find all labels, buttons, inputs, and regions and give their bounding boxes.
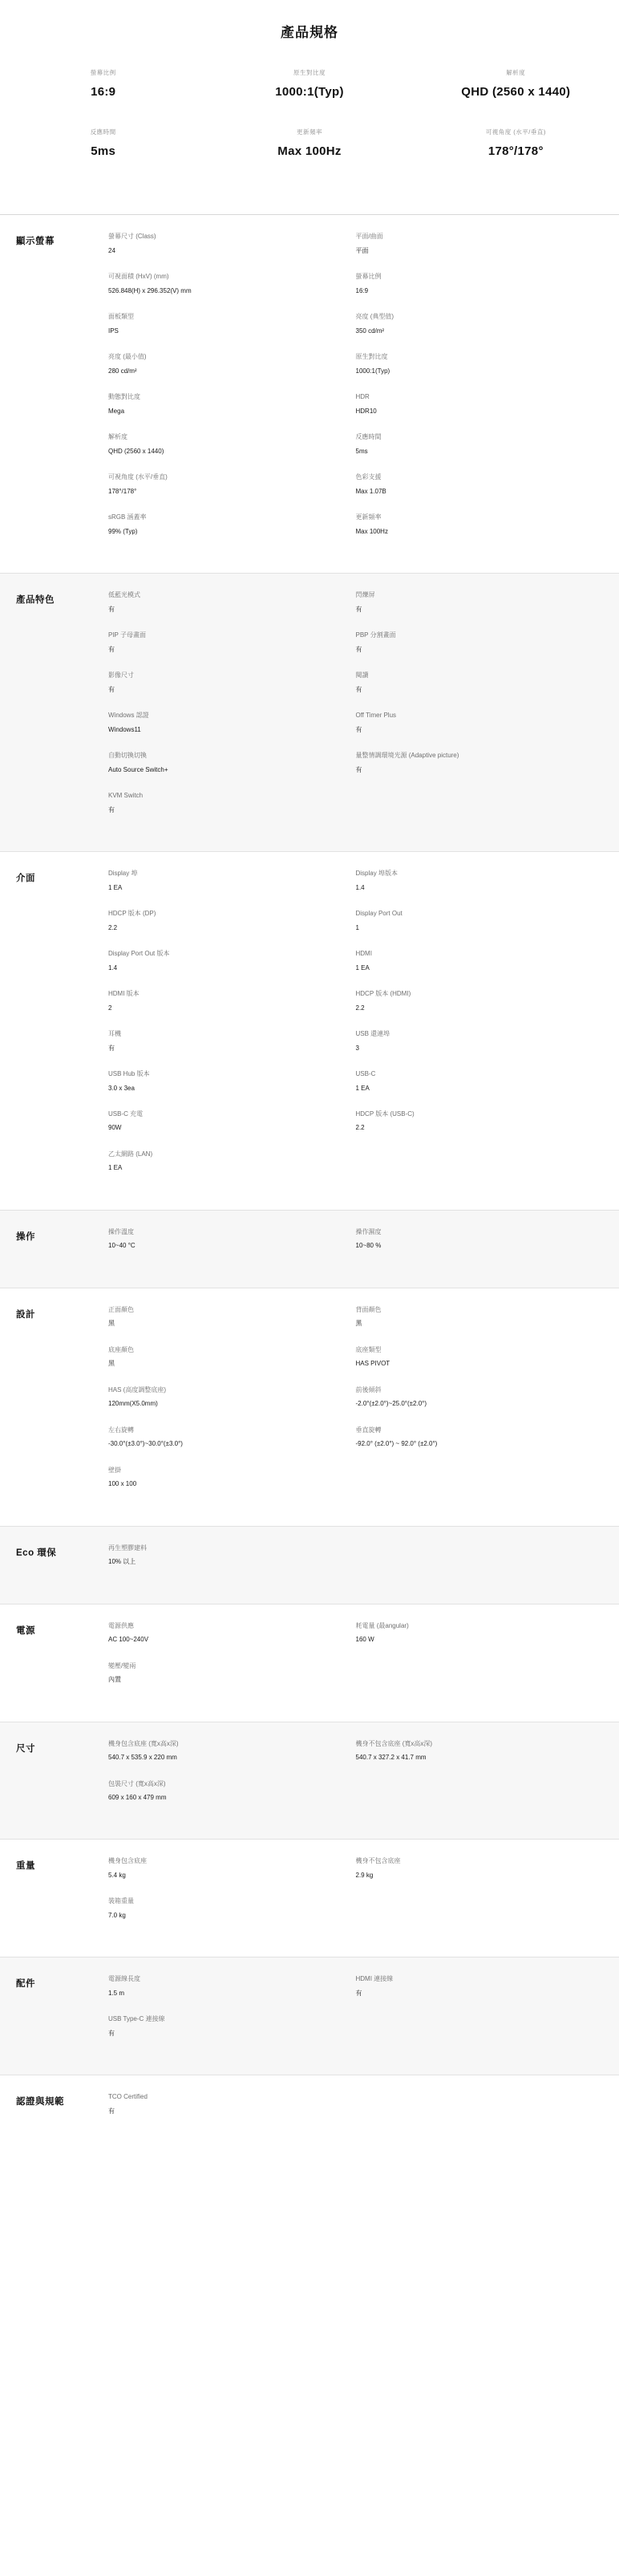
spec-item-value: 3.0 x 3ea [108,1084,135,1092]
spec-item [108,631,356,671]
spec-item-label: HDMI 連接線 [355,1975,394,1983]
spec-item-value: HDR10 [355,407,377,415]
spec-section [0,1604,619,1722]
spec-item-label: Off Timer Plus [355,711,397,719]
spec-item-value: Mega [108,407,125,415]
spec-section [0,1288,619,1526]
spec-item-label: 機身包含底座 [108,1857,147,1865]
hero-highlight-value: 16:9 [91,85,116,99]
page-title: 產品規格 [281,25,338,40]
spec-section [0,214,619,573]
spec-item [356,1030,604,1070]
spec-item [356,393,604,433]
spec-item-value: 2.2 [355,1004,365,1012]
spec-item-value: 178°/178° [108,487,137,495]
hero-highlight [206,68,412,99]
spec-item [108,393,356,433]
spec-section [0,1839,619,1957]
spec-item-label: 底座類型 [355,1345,382,1353]
spec-item-label: sRGB 涵蓋率 [108,513,147,521]
spec-item-label: 耗電量 (最angular) [355,1621,409,1629]
spec-item [108,1740,356,1780]
spec-item [108,1150,356,1191]
spec-item-value: 100 x 100 [108,1480,137,1488]
spec-item-label: 螢幕尺寸 (Class) [108,233,156,240]
spec-item [356,1975,604,2015]
spec-item [108,671,356,712]
hero-highlight [206,128,412,158]
spec-section [0,1210,619,1288]
spec-item-label: 可視面積 (HxV) (mm) [108,272,169,280]
spec-item-value: -30.0°(±3.0°)~30.0°(±3.0°) [108,1440,183,1448]
spec-item-label: 量整情調環境光源 (Adaptive picture) [355,751,459,759]
spec-item [108,513,356,554]
spec-item-label: Display Port Out 版本 [108,949,170,957]
spec-item-label: Windows 認證 [108,711,149,719]
spec-item [108,950,356,990]
spec-item-value: 有 [355,765,362,773]
spec-item [108,1857,356,1897]
hero-highlight-label: 更新頻率 [296,128,322,136]
spec-section-heading: 介面 [16,873,35,883]
spec-item-label: USB Type-C 連接線 [108,2015,165,2023]
spec-item [356,990,604,1030]
spec-item [356,1386,604,1426]
spec-item [108,433,356,473]
spec-item-value: 280 cd/m² [108,367,137,375]
spec-item-value: 有 [355,645,362,653]
spec-item-label: HDCP 版本 (USB-C) [355,1110,415,1118]
spec-item-value: 有 [355,1990,362,1998]
spec-item-value: -2.0°(±2.0°)~25.0°(±2.0°) [355,1400,427,1408]
spec-item-value: 2.2 [355,1124,365,1132]
spec-item-label: 機身不包含底座 (寬x高x深) [355,1739,433,1747]
spec-item-value: 526.848(H) x 296.352(V) mm [108,286,192,294]
spec-item-value: Max 1.07B [355,487,386,495]
spec-item-value: 黑 [108,1360,115,1368]
spec-grid [108,1622,603,1702]
spec-item-label: 耳機 [108,1029,121,1037]
spec-item-value: 350 cd/m² [355,327,385,335]
spec-item [108,313,356,353]
spec-item [356,273,604,313]
spec-item [108,1386,356,1426]
spec-item-label: USB Hub 版本 [108,1069,150,1077]
spec-item [108,2093,356,2133]
spec-item-label: 電源線長度 [108,1975,140,1983]
spec-item-value: 540.7 x 535.9 x 220 mm [108,1754,177,1762]
spec-item [108,1426,356,1466]
spec-item-value: 160 W [355,1636,374,1644]
spec-item-label: 亮度 (最小值) [108,352,147,360]
spec-item [108,1780,356,1820]
spec-item-value: -92.0° (±2.0°) ~ 92.0° (±2.0°) [355,1440,438,1448]
spec-item [108,1897,356,1937]
spec-section [0,1957,619,2075]
spec-item-label: TCO Certified [108,2093,148,2101]
spec-item-label: HDCP 版本 (DP) [108,909,156,917]
spec-item [108,1466,356,1507]
spec-section [0,1722,619,1840]
spec-item-label: 動態對比度 [108,392,140,400]
spec-item [356,353,604,393]
spec-item-label: PBP 分割畫面 [355,631,396,639]
spec-item-label: 裝箱重量 [108,1897,134,1905]
spec-item-value: 2 [108,1004,112,1012]
spec-item-label: 包裝尺寸 (寬x高x深) [108,1779,166,1787]
spec-section-heading: 電源 [16,1625,35,1636]
spec-section-heading: Eco 環保 [16,1548,57,1558]
spec-item-label: 前後傾斜 [355,1385,382,1393]
spec-item [356,1070,604,1110]
spec-item [356,1110,604,1150]
spec-hero [0,0,619,214]
spec-item-label: Display 埠 [108,869,138,877]
hero-highlight-label: 原生對比度 [293,69,326,76]
spec-item [356,1740,604,1780]
hero-highlight [413,68,619,99]
spec-item-label: 閃爍屏 [355,590,375,598]
spec-item-label: 原生對比度 [355,352,388,360]
spec-item-label: 色彩支援 [355,473,382,481]
spec-item-label: 反應時間 [355,432,382,440]
spec-item-value: 2.2 [108,923,118,931]
spec-section [0,851,619,1210]
spec-item-label: 低藍光模式 [108,590,140,598]
spec-item-label: 閱讀 [355,671,369,679]
spec-item-value: 有 [355,725,362,733]
spec-item-label: 垂直旋轉 [355,1426,382,1434]
spec-item [108,1975,356,2015]
spec-item-value: AC 100~240V [108,1636,149,1644]
spec-item-value: 有 [108,2107,115,2116]
hero-highlight-value: QHD (2560 x 1440) [461,85,571,99]
spec-item-label: HAS (高度調整底座) [108,1385,166,1393]
spec-item-value: 24 [108,246,115,254]
spec-item-value: 16:9 [355,286,369,294]
spec-item-value: 黑 [355,1320,362,1328]
spec-item-value: 1 EA [355,1084,370,1092]
spec-item-value: 有 [108,2030,115,2038]
spec-item [356,870,604,910]
spec-item-value: 有 [355,685,362,693]
spec-item-label: 可視角度 (水平/垂直) [108,473,168,481]
spec-section [0,1526,619,1604]
spec-item-label: 操作溫度 [108,1227,134,1235]
spec-item-label: USB-C 充電 [108,1110,144,1118]
spec-item [108,1544,356,1584]
spec-item-label: USB-C [355,1069,376,1077]
spec-grid [108,1306,603,1507]
spec-item-value: 5ms [355,447,368,455]
spec-item [356,631,604,671]
spec-item-label: HDR [355,392,370,400]
spec-item-value: Auto Source Switch+ [108,765,168,773]
spec-item [108,1662,356,1702]
spec-item-value: 1.4 [108,963,118,972]
spec-item [356,513,604,554]
spec-section-heading: 操作 [16,1231,35,1242]
spec-item-value: 99% (Typ) [108,527,138,535]
spec-item-label: 機身包含底座 (寬x高x深) [108,1739,179,1747]
spec-item [356,433,604,473]
spec-item-value: 3 [355,1044,359,1052]
spec-item [108,1228,356,1268]
spec-item-value: 有 [108,1044,115,1052]
spec-item [108,353,356,393]
spec-item-value: 10~40 °C [108,1242,136,1250]
spec-item [108,273,356,313]
hero-highlight-label: 反應時間 [90,128,116,136]
spec-item [108,1110,356,1150]
spec-item-label: KVM Switch [108,791,144,799]
spec-item-value: 1.4 [355,883,365,891]
hero-highlight-value: 5ms [91,144,116,158]
spec-grid [108,1975,603,2055]
spec-grid [108,591,603,832]
spec-item-value: IPS [108,327,119,335]
hero-highlight-label: 可視角度 (水平/垂直) [485,128,546,136]
spec-item-label: HDMI 版本 [108,989,140,997]
spec-item-value: 有 [355,605,362,613]
spec-item-label: 平面/曲面 [355,233,383,240]
spec-grid [108,870,603,1191]
spec-item-label: USB 還連埠 [355,1029,390,1037]
spec-item [108,473,356,513]
spec-item-value: 內置 [108,1676,121,1684]
spec-item-value: 2.9 kg [355,1872,374,1880]
spec-item [356,473,604,513]
spec-item-value: 1 [355,923,359,931]
spec-item-value: 有 [108,605,115,613]
spec-item [108,792,356,832]
spec-item-value: 有 [108,805,115,813]
spec-item-label: 乙太網路 (LAN) [108,1150,153,1158]
spec-item-label: 面板類型 [108,312,134,320]
spec-item [108,1622,356,1662]
spec-item [108,712,356,752]
hero-highlight [0,128,206,158]
spec-item [356,910,604,950]
spec-section-heading: 設計 [16,1309,35,1320]
spec-item-value: 90W [108,1124,122,1132]
spec-item [356,671,604,712]
spec-item-value: 有 [108,685,115,693]
spec-item [356,233,604,273]
spec-item-label: 螢幕比例 [355,272,382,280]
hero-highlight-value: 178°/178° [488,144,544,158]
spec-item [356,1426,604,1466]
spec-item-value: 540.7 x 327.2 x 41.7 mm [355,1754,427,1762]
hero-highlight-label: 螢幕比例 [90,69,116,76]
spec-item-value: QHD (2560 x 1440) [108,447,164,455]
spec-item-value: 1000:1(Typ) [355,367,390,375]
hero-highlight-value: 1000:1(Typ) [275,85,344,99]
spec-item [108,1346,356,1386]
spec-item-label: Display Port Out [355,909,403,917]
spec-item [108,910,356,950]
spec-item-label: 亮度 (典型值) [355,312,394,320]
spec-item-value: 1.5 m [108,1990,125,1998]
spec-section-heading: 認證與規範 [16,2097,64,2107]
spec-item-label: PIP 子母畫面 [108,631,146,639]
spec-item-label: 再生塑膠建料 [108,1544,147,1552]
spec-grid [108,2093,603,2133]
spec-item-value: 1 EA [108,883,123,891]
spec-grid [108,233,603,554]
spec-item-label: 電源供應 [108,1621,134,1629]
spec-item [356,1228,604,1268]
spec-sections [0,214,619,2152]
spec-grid [108,1740,603,1820]
spec-item-label: HDCP 版本 (HDMI) [355,989,411,997]
spec-item [108,870,356,910]
spec-item [108,1070,356,1110]
spec-item-label: 更新頻率 [355,513,382,521]
spec-section-heading: 尺寸 [16,1743,35,1754]
hero-highlight [413,128,619,158]
spec-grid [108,1857,603,1937]
spec-item-label: 背面顏色 [355,1305,382,1313]
spec-item [356,712,604,752]
spec-item-label: 操作濕度 [355,1227,382,1235]
spec-item-label: 機身不包含底座 [355,1857,401,1865]
hero-row-1 [0,68,619,99]
spec-item [356,752,604,792]
spec-item-value: 10~80 % [355,1242,382,1250]
spec-item [356,950,604,990]
spec-item-label: Display 埠版本 [355,869,398,877]
spec-section-heading: 產品特色 [16,594,55,605]
spec-item-label: HDMI [355,949,372,957]
spec-item-value: Max 100Hz [355,527,388,535]
spec-item-value: 5.4 kg [108,1872,126,1880]
spec-item [108,1306,356,1346]
spec-section-heading: 顯示螢幕 [16,237,55,246]
spec-item-label: 解析度 [108,432,127,440]
spec-item-label: 變壓/變兩 [108,1661,136,1669]
spec-item [356,1306,604,1346]
spec-item [356,1622,604,1662]
spec-item-value: Windows11 [108,725,141,733]
spec-item [108,591,356,631]
spec-item-value: 10% 以上 [108,1558,136,1566]
spec-item-label: 自動切換切換 [108,751,147,759]
spec-section [0,573,619,851]
spec-item-label: 壁掛 [108,1466,121,1474]
spec-grid [108,1544,603,1584]
spec-item [108,1030,356,1070]
spec-item-value: 1 EA [108,1164,123,1172]
spec-item-value: 黑 [108,1320,115,1328]
spec-item [356,591,604,631]
spec-item-value: 609 x 160 x 479 mm [108,1794,167,1802]
hero-highlight [0,68,206,99]
spec-item [356,1857,604,1897]
spec-item-label: 左右旋轉 [108,1426,134,1434]
spec-item-label: 底座顏色 [108,1345,134,1353]
spec-item-value: 有 [108,645,115,653]
spec-item-value: 平面 [355,246,369,254]
spec-item-value: 7.0 kg [108,1912,126,1920]
spec-section-heading: 配件 [16,1979,35,1990]
spec-item-value: 120mm(X5.0mm) [108,1400,158,1408]
spec-item [108,990,356,1030]
spec-item-value: 1 EA [355,963,370,972]
spec-section-heading: 重量 [16,1861,35,1872]
hero-highlight-label: 解析度 [506,69,526,76]
spec-section [0,2075,619,2152]
hero-highlight-value: Max 100Hz [277,144,342,158]
spec-grid [108,1228,603,1268]
spec-item [108,2015,356,2055]
spec-item-label: 影像尺寸 [108,671,134,679]
spec-item-label: 正面顏色 [108,1305,134,1313]
hero-row-2 [0,128,619,158]
spec-item [356,1346,604,1386]
spec-item-value: HAS PIVOT [355,1360,390,1368]
spec-item [108,233,356,273]
spec-item [356,313,604,353]
spec-item [108,752,356,792]
